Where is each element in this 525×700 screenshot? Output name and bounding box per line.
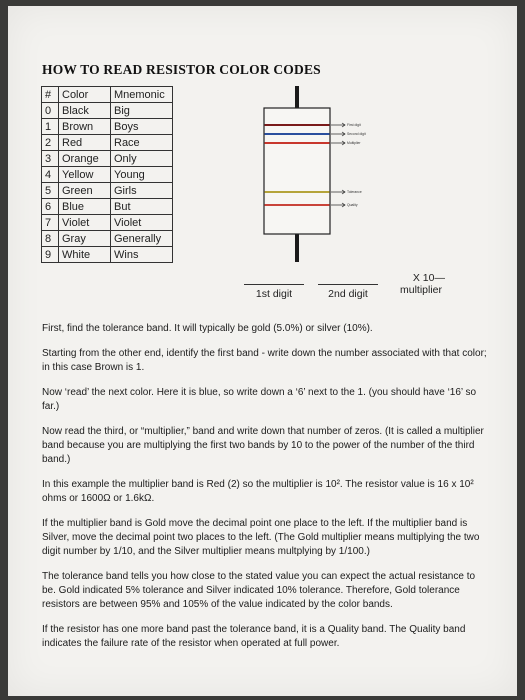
cell-number: 6 (42, 199, 59, 215)
multiplier-slot (391, 272, 451, 296)
tolerance-band (265, 191, 330, 193)
table-row (42, 151, 173, 167)
cell-number: 5 (42, 183, 59, 199)
cell-color: Gray (59, 231, 111, 247)
top-lead (295, 86, 299, 108)
table-header-row (42, 87, 173, 103)
table-row (42, 183, 173, 199)
table-row (42, 135, 173, 151)
cell-number: 2 (42, 135, 59, 151)
first-digit-line (244, 284, 304, 285)
header-color: Color (59, 87, 111, 103)
quality-band (265, 204, 330, 206)
second-digit-band (265, 133, 330, 135)
header-mnemonic: Mnemonic (111, 87, 173, 103)
cell-number: 0 (42, 103, 59, 119)
first-digit-slot (244, 284, 304, 300)
page-title: HOW TO READ RESISTOR COLOR CODES (42, 62, 321, 77)
cell-color: Brown (59, 119, 111, 135)
resistor-body (264, 108, 330, 234)
cell-mnemonic: Wins (111, 247, 173, 263)
cell-color: Orange (59, 151, 111, 167)
resistor-diagram (243, 86, 393, 266)
cell-mnemonic: Girls (111, 183, 173, 199)
cell-mnemonic: But (111, 199, 173, 215)
cell-color: Green (59, 183, 111, 199)
second-digit-label: Second digit (347, 132, 366, 137)
cell-color: Yellow (59, 167, 111, 183)
tolerance-label: Tolerance (347, 190, 362, 195)
paragraph: Starting from the other end, identify the first band - write down the number associated with that color; in this case Brown is 1. (42, 348, 487, 373)
cell-mnemonic: Young (111, 167, 173, 183)
multiplier-band (265, 142, 330, 144)
bottom-lead (295, 234, 299, 262)
table-row (42, 247, 173, 263)
color-code-table (41, 86, 173, 263)
cell-color: Red (59, 135, 111, 151)
cell-number: 4 (42, 167, 59, 183)
paragraph: If the resistor has one more band past the tolerance band, it is a Quality band. The Quality band indicates the failure rate of the resistor when operated at full power. (42, 624, 466, 649)
cell-number: 7 (42, 215, 59, 231)
second-digit-caption: 2nd digit (328, 288, 368, 300)
multiplier-power: X 10— (412, 272, 445, 284)
second-digit-line (318, 284, 378, 285)
paragraph: First, find the tolerance band. It will typically be gold (5.0%) or silver (10%). (42, 323, 373, 334)
cell-mnemonic: Race (111, 135, 173, 151)
first-digit-caption: 1st digit (255, 288, 293, 300)
cell-number: 3 (42, 151, 59, 167)
header-number: # (42, 87, 59, 103)
table-row (42, 167, 173, 183)
paragraph: In this example the multiplier band is Red (2) so the multiplier is 10². The resistor value is 16 x 10² ohms or 1600Ω or 1.6kΩ. (42, 479, 474, 504)
quality-label: Quality (347, 203, 358, 208)
instructions (42, 322, 490, 662)
document-page (8, 6, 517, 696)
table-row (42, 215, 173, 231)
table-row (42, 231, 173, 247)
cell-mnemonic: Violet (111, 215, 173, 231)
table-row (42, 119, 173, 135)
digit-legend (244, 272, 464, 308)
label-arrows (331, 123, 345, 207)
cell-mnemonic: Generally (111, 231, 173, 247)
cell-mnemonic: Big (111, 103, 173, 119)
cell-mnemonic: Boys (111, 119, 173, 135)
first-digit-band (265, 124, 330, 126)
paragraph: Now ‘read’ the next color. Here it is blue, so write down a ‘6’ next to the 1. (you should have ‘16’ so far.) (42, 387, 477, 412)
table-row (42, 103, 173, 119)
cell-color: Violet (59, 215, 111, 231)
multiplier-label: Multiplier (347, 141, 361, 146)
first-digit-label: First digit (347, 123, 361, 128)
cell-number: 9 (42, 247, 59, 263)
table-row (42, 199, 173, 215)
cell-mnemonic: Only (111, 151, 173, 167)
cell-color: Blue (59, 199, 111, 215)
cell-color: White (59, 247, 111, 263)
cell-color: Black (59, 103, 111, 119)
paragraph: The tolerance band tells you how close to the stated value you can expect the actual resistance to be. Gold indicated 5% tolerance and Silver indicated 10% tolerance. Therefore, Gold tolerance resistors are between 95% and 105% of the value indicated by the color bands. (42, 571, 476, 610)
cell-number: 8 (42, 231, 59, 247)
paragraph: Now read the third, or “multiplier,” band and write down that number of zeros. (It is called a multiplier band because you are multiplying the first two bands by 10 to the power of the number of the third band.) (42, 426, 484, 465)
cell-number: 1 (42, 119, 59, 135)
multiplier-caption: multiplier (399, 284, 442, 296)
paragraph: If the multiplier band is Gold move the decimal point one place to the left. If the multiplier band is Silver, move the decimal point two places to the left. (The Gold multiplier means multiplying the two digit number by 1/10, and the Silver multiplier means multplying by 1/100.) (42, 518, 480, 557)
second-digit-slot (318, 284, 378, 300)
